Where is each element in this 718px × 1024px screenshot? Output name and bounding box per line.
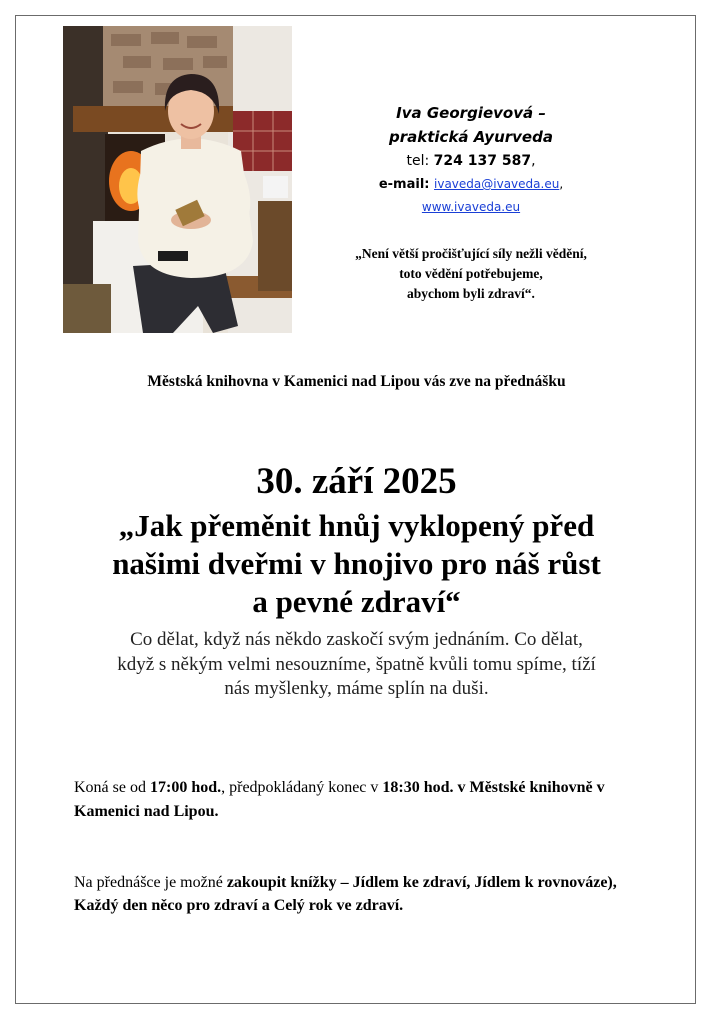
phone-number: 724 137 587 — [433, 153, 532, 169]
lecture-description — [71, 628, 642, 702]
time-middle: , předpokládaný konec v — [221, 779, 383, 796]
web-line — [316, 196, 626, 217]
title-line-2: našimi dveřmi v hnojivo pro náš růst — [112, 546, 601, 581]
lecture-title — [16, 507, 697, 621]
author-role: praktická Ayurveda — [389, 128, 553, 146]
email-link[interactable]: ivaveda@ivaveda.eu — [434, 177, 560, 191]
books-prefix: Na přednášce je možné — [74, 874, 227, 891]
time-and-place — [74, 776, 644, 824]
phone-suffix: , — [531, 153, 536, 169]
time-prefix: Koná se od — [74, 779, 150, 796]
email-suffix: , — [559, 177, 564, 191]
end-time-and-place: 18:30 hod. v Městské knihovně v Kamenici nad Lipou. — [74, 779, 605, 820]
quote-line-1: „Není větší pročišťující síly nežli vědění, — [355, 246, 587, 261]
quote-line-3: abychom byli zdraví“. — [407, 286, 535, 301]
email-label: e-mail: — [378, 177, 435, 192]
quote-block — [316, 244, 626, 304]
portrait-illustration — [63, 26, 292, 333]
contact-block — [316, 101, 626, 217]
event-date: 30. září 2025 — [256, 461, 457, 502]
email-line — [316, 173, 626, 196]
description-line-3: nás myšlenky, máme splín na duši. — [224, 678, 489, 699]
website-link[interactable]: www.ivaveda.eu — [421, 200, 521, 214]
portrait-photo — [63, 26, 292, 333]
quote-line-2: toto vědění potřebujeme, — [399, 266, 543, 281]
phone-line — [316, 149, 626, 173]
title-line-1: „Jak přeměnit hnůj vyklopený před — [118, 508, 595, 543]
books-titles: zakoupit knížky – Jídlem ke zdraví, Jídlem k rovnováze), Každý den něco pro zdraví a Celý rok ve zdraví. — [74, 874, 617, 914]
description-line-2: když s někým velmi nesouzníme, špatně kvůli tomu spíme, tíží — [117, 653, 596, 675]
phone-label: tel: — [406, 153, 434, 169]
start-time: 17:00 hod. — [149, 779, 222, 796]
books-info — [74, 871, 644, 917]
title-line-3: a pevné zdraví“ — [252, 584, 461, 619]
invitation-line: Městská knihovna v Kamenici nad Lipou vás zve na přednášku — [147, 373, 566, 390]
description-line-1: Co dělat, když nás někdo zaskočí svým jednáním. Co dělat, — [130, 629, 583, 650]
flyer-page — [15, 15, 696, 1004]
author-name: Iva Georgievová – — [396, 104, 546, 122]
